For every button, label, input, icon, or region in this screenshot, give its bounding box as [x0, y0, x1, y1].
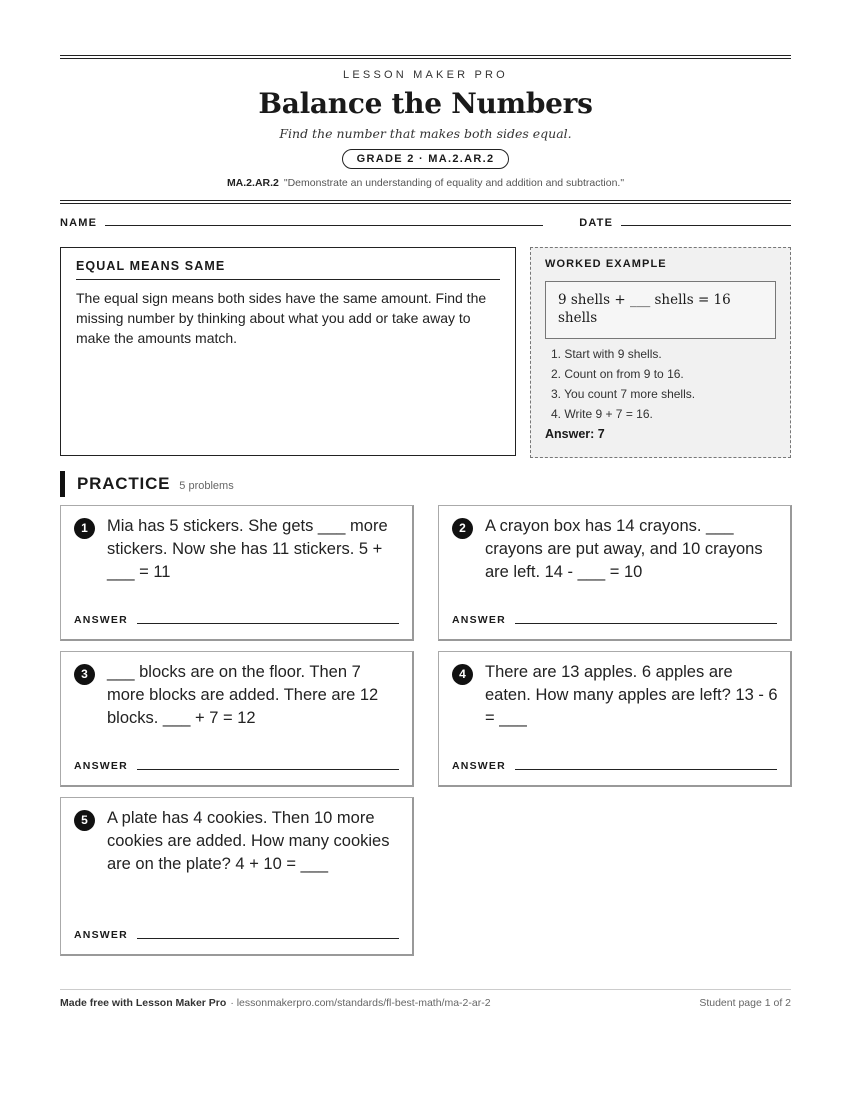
- problem-text: There are 13 apples. 6 apples are eaten. How many apples are left? 13 - 6 = ___: [485, 663, 778, 727]
- example-step: 3. You count 7 more shells.: [551, 387, 696, 401]
- answer-label: ANSWER: [74, 760, 128, 772]
- answer-label: ANSWER: [74, 614, 128, 626]
- concept-box: [60, 247, 516, 456]
- footer-made-with: Made free with Lesson Maker Pro: [60, 997, 227, 1009]
- example-equation: 9 shells + ___ shells = 16 shells: [545, 281, 776, 339]
- problem-number: 5: [74, 810, 95, 831]
- answer-field[interactable]: [515, 769, 777, 770]
- concept-text: The equal sign means both sides have the same amount. Find the missing number by thinking about what you add or take away to make the amounts match.: [76, 290, 487, 346]
- problem-text: Mia has 5 stickers. She gets ___ more stickers. Now she has 11 stickers. 5 + ___ = 11: [107, 517, 388, 581]
- answer-field[interactable]: [137, 623, 399, 624]
- problem-text: ___ blocks are on the floor. Then 7 more blocks are added. There are 12 blocks. ___ + 7 = 12: [107, 663, 379, 727]
- date-label: DATE: [579, 217, 614, 229]
- worked-example-title: WORKED EXAMPLE: [545, 258, 667, 270]
- example-steps: [545, 344, 776, 424]
- practice-header: [60, 471, 791, 497]
- answer-field[interactable]: [137, 769, 399, 770]
- name-date-row: [60, 217, 791, 229]
- example-step: 2. Count on from 9 to 16.: [551, 367, 684, 381]
- answer-field[interactable]: [515, 623, 777, 624]
- worked-example-box: [530, 247, 791, 458]
- answer-label: ANSWER: [74, 929, 128, 941]
- page-title: Balance the Numbers: [258, 87, 593, 120]
- problem-text: A plate has 4 cookies. Then 10 more cookies are added. How many cookies are on the plate? 4 + 10 = ___: [107, 809, 390, 873]
- header-bottom-rule: [60, 200, 791, 204]
- answer-label: ANSWER: [452, 614, 506, 626]
- brand-name: LESSON MAKER PRO: [343, 69, 508, 81]
- header-top-rule: [60, 55, 791, 59]
- standard-text: "Demonstrate an understanding of equality and addition and subtraction.": [283, 177, 625, 189]
- problem-number: 2: [452, 518, 473, 539]
- problem-number: 4: [452, 664, 473, 685]
- answer-label: ANSWER: [452, 760, 506, 772]
- problem-card: [438, 505, 792, 641]
- name-label: NAME: [60, 217, 98, 229]
- practice-count: 5 problems: [179, 480, 234, 492]
- problem-text: A crayon box has 14 crayons. ___ crayons are put away, and 10 crayons are left. 14 - ___ = 10: [485, 517, 763, 581]
- answer-field[interactable]: [137, 938, 399, 939]
- problem-card: [438, 651, 792, 787]
- grade-badge: GRADE 2 · MA.2.AR.2: [342, 149, 510, 169]
- practice-title: PRACTICE: [77, 474, 171, 493]
- problem-card: [60, 505, 414, 641]
- page-footer: [60, 989, 791, 1009]
- concept-title: EQUAL MEANS SAME: [76, 259, 500, 280]
- name-field[interactable]: [105, 224, 543, 226]
- problem-number: 3: [74, 664, 95, 685]
- problem-grid: [60, 505, 791, 965]
- problem-number: 1: [74, 518, 95, 539]
- problem-card: [60, 651, 414, 787]
- standard-code: MA.2.AR.2: [226, 177, 279, 189]
- example-step: 1. Start with 9 shells.: [551, 347, 662, 361]
- example-step: 4. Write 9 + 7 = 16.: [551, 407, 653, 421]
- example-answer: Answer: 7: [545, 427, 605, 441]
- worksheet-page: [60, 55, 791, 965]
- date-field[interactable]: [621, 224, 791, 226]
- standard-line: [60, 177, 791, 189]
- page-subtitle: Find the number that makes both sides equal.: [279, 126, 572, 141]
- footer-page-number: Student page 1 of 2: [699, 997, 791, 1009]
- problem-card: [60, 797, 414, 956]
- footer-url[interactable]: · lessonmakerpro.com/standards/fl-best-math/ma-2-ar-2: [230, 997, 491, 1009]
